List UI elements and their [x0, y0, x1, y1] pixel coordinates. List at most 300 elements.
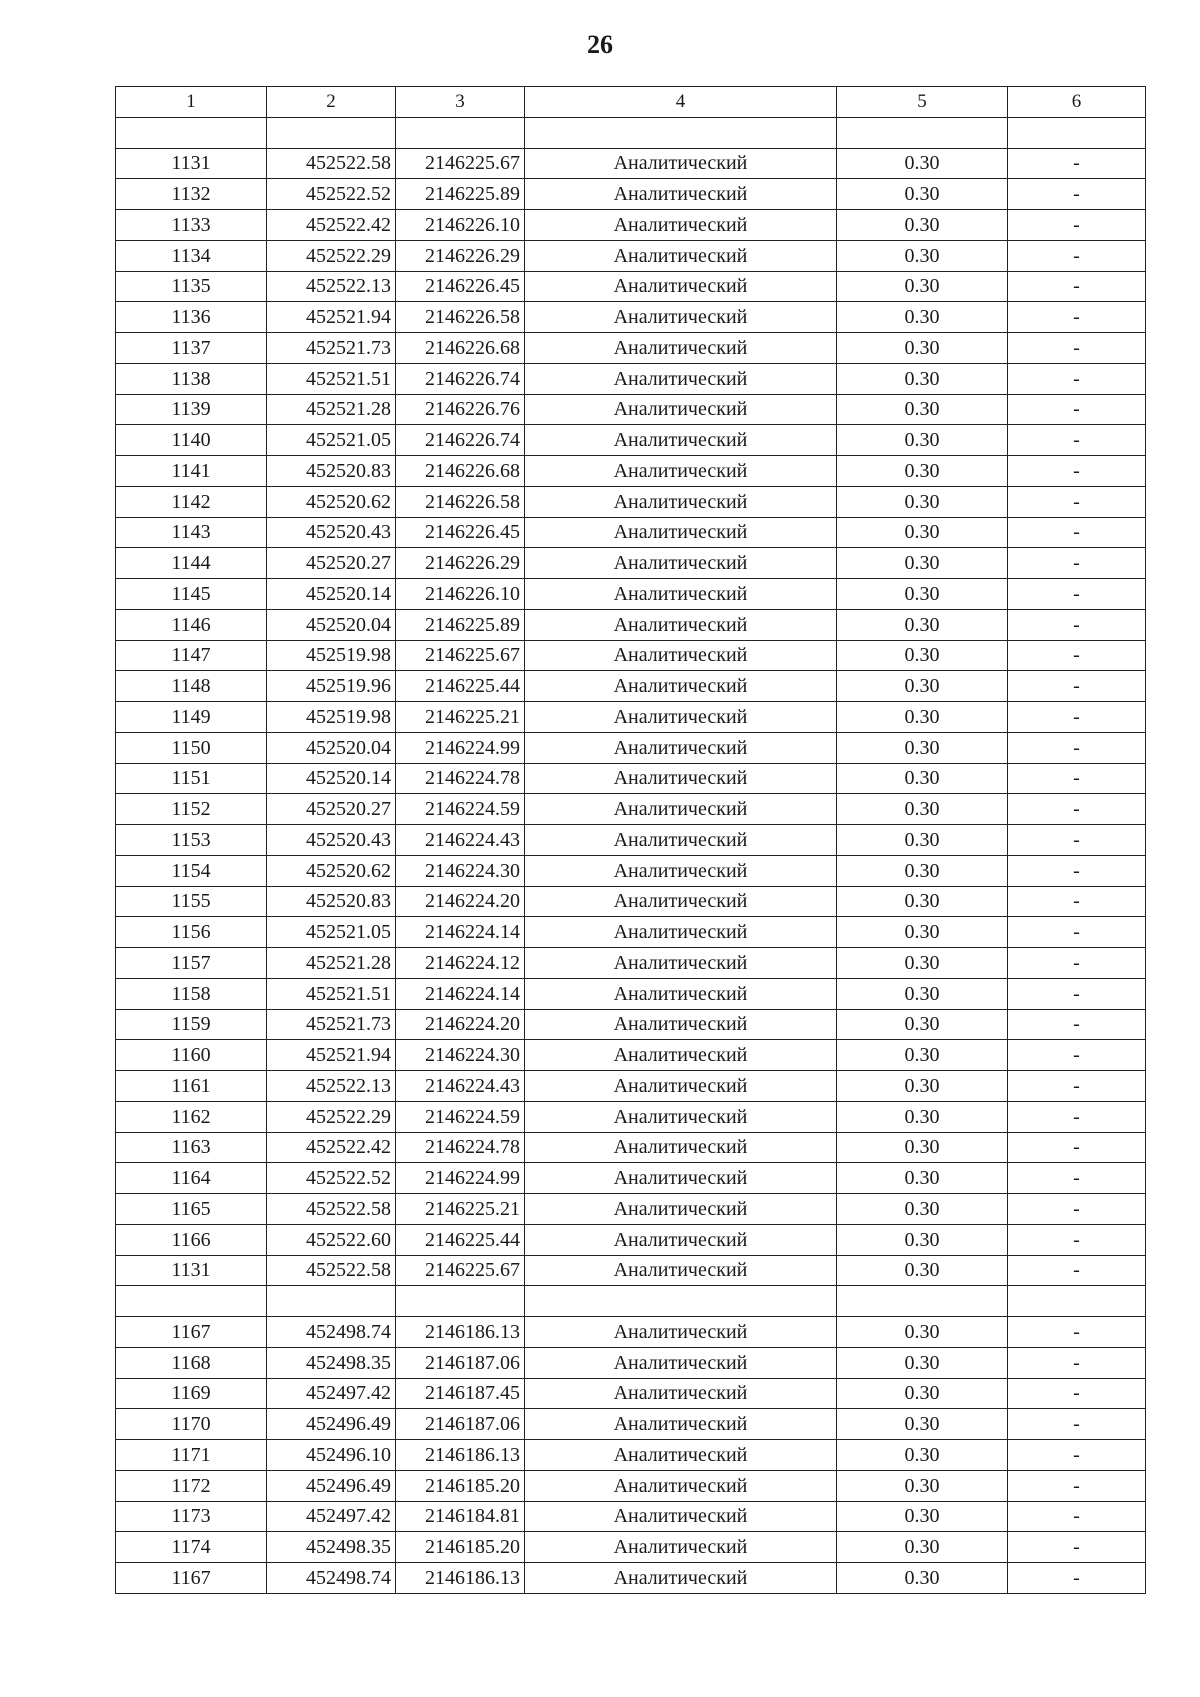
description-cell: - [1008, 825, 1146, 856]
accuracy-cell: 0.30 [837, 1040, 1008, 1071]
x-coordinate-cell: 452520.04 [267, 732, 396, 763]
x-coordinate-cell: 452522.42 [267, 1132, 396, 1163]
table-row [116, 179, 1146, 210]
x-coordinate-cell: 452520.14 [267, 579, 396, 610]
x-coordinate-cell: 452521.94 [267, 302, 396, 333]
empty-cell [396, 1286, 525, 1317]
column-header: 4 [525, 87, 837, 118]
point-number-cell: 1157 [116, 948, 267, 979]
description-cell: - [1008, 333, 1146, 364]
method-cell: Аналитический [525, 1163, 837, 1194]
y-coordinate-cell: 2146225.89 [396, 609, 525, 640]
x-coordinate-cell: 452522.58 [267, 1255, 396, 1286]
x-coordinate-cell: 452522.52 [267, 1163, 396, 1194]
point-number-cell: 1148 [116, 671, 267, 702]
y-coordinate-cell: 2146224.20 [396, 886, 525, 917]
method-cell: Аналитический [525, 1009, 837, 1040]
description-cell: - [1008, 1563, 1146, 1594]
table-row [116, 548, 1146, 579]
table-row [116, 456, 1146, 487]
description-cell: - [1008, 1194, 1146, 1225]
accuracy-cell: 0.30 [837, 702, 1008, 733]
table-row [116, 1501, 1146, 1532]
y-coordinate-cell: 2146224.30 [396, 1040, 525, 1071]
point-number-cell: 1168 [116, 1347, 267, 1378]
x-coordinate-cell: 452522.29 [267, 1101, 396, 1132]
method-cell: Аналитический [525, 825, 837, 856]
table-row [116, 825, 1146, 856]
accuracy-cell: 0.30 [837, 548, 1008, 579]
accuracy-cell: 0.30 [837, 948, 1008, 979]
table-row [116, 1040, 1146, 1071]
table-row [116, 1194, 1146, 1225]
point-number-cell: 1156 [116, 917, 267, 948]
accuracy-cell: 0.30 [837, 1317, 1008, 1348]
table-row [116, 1532, 1146, 1563]
x-coordinate-cell: 452496.10 [267, 1440, 396, 1471]
accuracy-cell: 0.30 [837, 333, 1008, 364]
description-cell: - [1008, 1409, 1146, 1440]
accuracy-cell: 0.30 [837, 1009, 1008, 1040]
point-number-cell: 1169 [116, 1378, 267, 1409]
column-header: 1 [116, 87, 267, 118]
accuracy-cell: 0.30 [837, 302, 1008, 333]
x-coordinate-cell: 452522.52 [267, 179, 396, 210]
x-coordinate-cell: 452521.28 [267, 394, 396, 425]
empty-cell [525, 1286, 837, 1317]
empty-cell [396, 117, 525, 148]
accuracy-cell: 0.30 [837, 1132, 1008, 1163]
y-coordinate-cell: 2146226.10 [396, 579, 525, 610]
description-cell: - [1008, 579, 1146, 610]
empty-cell [525, 117, 837, 148]
x-coordinate-cell: 452521.51 [267, 978, 396, 1009]
table-row [116, 1009, 1146, 1040]
point-number-cell: 1134 [116, 240, 267, 271]
point-number-cell: 1138 [116, 363, 267, 394]
y-coordinate-cell: 2146226.29 [396, 240, 525, 271]
table-body [116, 87, 1146, 1594]
table-row [116, 886, 1146, 917]
x-coordinate-cell: 452520.04 [267, 609, 396, 640]
accuracy-cell: 0.30 [837, 425, 1008, 456]
accuracy-cell: 0.30 [837, 517, 1008, 548]
accuracy-cell: 0.30 [837, 640, 1008, 671]
table-row [116, 1163, 1146, 1194]
accuracy-cell: 0.30 [837, 1532, 1008, 1563]
accuracy-cell: 0.30 [837, 825, 1008, 856]
method-cell: Аналитический [525, 1040, 837, 1071]
point-number-cell: 1166 [116, 1224, 267, 1255]
x-coordinate-cell: 452520.62 [267, 486, 396, 517]
description-cell: - [1008, 548, 1146, 579]
point-number-cell: 1136 [116, 302, 267, 333]
empty-cell [116, 1286, 267, 1317]
method-cell: Аналитический [525, 1409, 837, 1440]
accuracy-cell: 0.30 [837, 1101, 1008, 1132]
description-cell: - [1008, 179, 1146, 210]
y-coordinate-cell: 2146225.21 [396, 1194, 525, 1225]
column-header: 2 [267, 87, 396, 118]
empty-cell [1008, 1286, 1146, 1317]
description-cell: - [1008, 240, 1146, 271]
x-coordinate-cell: 452498.35 [267, 1532, 396, 1563]
y-coordinate-cell: 2146185.20 [396, 1470, 525, 1501]
description-cell: - [1008, 425, 1146, 456]
y-coordinate-cell: 2146225.21 [396, 702, 525, 733]
table-row [116, 1563, 1146, 1594]
table-row [116, 425, 1146, 456]
point-number-cell: 1145 [116, 579, 267, 610]
table-row [116, 732, 1146, 763]
table-row [116, 1255, 1146, 1286]
x-coordinate-cell: 452520.27 [267, 794, 396, 825]
point-number-cell: 1161 [116, 1071, 267, 1102]
method-cell: Аналитический [525, 333, 837, 364]
description-cell: - [1008, 302, 1146, 333]
x-coordinate-cell: 452521.05 [267, 425, 396, 456]
table-row [116, 394, 1146, 425]
method-cell: Аналитический [525, 855, 837, 886]
y-coordinate-cell: 2146224.78 [396, 1132, 525, 1163]
accuracy-cell: 0.30 [837, 1409, 1008, 1440]
accuracy-cell: 0.30 [837, 1163, 1008, 1194]
method-cell: Аналитический [525, 1317, 837, 1348]
point-number-cell: 1139 [116, 394, 267, 425]
accuracy-cell: 0.30 [837, 456, 1008, 487]
x-coordinate-cell: 452497.42 [267, 1501, 396, 1532]
description-cell: - [1008, 1224, 1146, 1255]
table-row [116, 1470, 1146, 1501]
table-row [116, 486, 1146, 517]
point-number-cell: 1141 [116, 456, 267, 487]
method-cell: Аналитический [525, 1440, 837, 1471]
x-coordinate-cell: 452522.58 [267, 148, 396, 179]
empty-cell [1008, 117, 1146, 148]
accuracy-cell: 0.30 [837, 671, 1008, 702]
column-header: 5 [837, 87, 1008, 118]
method-cell: Аналитический [525, 1255, 837, 1286]
y-coordinate-cell: 2146226.29 [396, 548, 525, 579]
table-row [116, 1132, 1146, 1163]
y-coordinate-cell: 2146226.68 [396, 456, 525, 487]
method-cell: Аналитический [525, 1101, 837, 1132]
y-coordinate-cell: 2146224.59 [396, 794, 525, 825]
x-coordinate-cell: 452522.29 [267, 240, 396, 271]
column-header: 3 [396, 87, 525, 118]
table-row [116, 210, 1146, 241]
table-row [116, 640, 1146, 671]
table-row [116, 794, 1146, 825]
method-cell: Аналитический [525, 609, 837, 640]
y-coordinate-cell: 2146225.89 [396, 179, 525, 210]
y-coordinate-cell: 2146226.58 [396, 486, 525, 517]
method-cell: Аналитический [525, 640, 837, 671]
description-cell: - [1008, 486, 1146, 517]
point-number-cell: 1135 [116, 271, 267, 302]
method-cell: Аналитический [525, 579, 837, 610]
table-row [116, 917, 1146, 948]
description-cell: - [1008, 886, 1146, 917]
group-separator-row [116, 117, 1146, 148]
x-coordinate-cell: 452520.43 [267, 517, 396, 548]
point-number-cell: 1172 [116, 1470, 267, 1501]
accuracy-cell: 0.30 [837, 1501, 1008, 1532]
method-cell: Аналитический [525, 456, 837, 487]
description-cell: - [1008, 271, 1146, 302]
description-cell: - [1008, 855, 1146, 886]
y-coordinate-cell: 2146184.81 [396, 1501, 525, 1532]
accuracy-cell: 0.30 [837, 1194, 1008, 1225]
point-number-cell: 1164 [116, 1163, 267, 1194]
table-row [116, 363, 1146, 394]
method-cell: Аналитический [525, 302, 837, 333]
accuracy-cell: 0.30 [837, 271, 1008, 302]
y-coordinate-cell: 2146226.10 [396, 210, 525, 241]
description-cell: - [1008, 1163, 1146, 1194]
table-row [116, 1317, 1146, 1348]
y-coordinate-cell: 2146224.30 [396, 855, 525, 886]
method-cell: Аналитический [525, 179, 837, 210]
table-row [116, 1224, 1146, 1255]
point-number-cell: 1159 [116, 1009, 267, 1040]
description-cell: - [1008, 148, 1146, 179]
x-coordinate-cell: 452522.58 [267, 1194, 396, 1225]
description-cell: - [1008, 794, 1146, 825]
y-coordinate-cell: 2146224.14 [396, 978, 525, 1009]
table-row [116, 517, 1146, 548]
table-row [116, 1071, 1146, 1102]
y-coordinate-cell: 2146224.14 [396, 917, 525, 948]
description-cell: - [1008, 1071, 1146, 1102]
accuracy-cell: 0.30 [837, 486, 1008, 517]
point-number-cell: 1174 [116, 1532, 267, 1563]
method-cell: Аналитический [525, 671, 837, 702]
y-coordinate-cell: 2146224.12 [396, 948, 525, 979]
point-number-cell: 1147 [116, 640, 267, 671]
x-coordinate-cell: 452496.49 [267, 1409, 396, 1440]
y-coordinate-cell: 2146224.78 [396, 763, 525, 794]
method-cell: Аналитический [525, 1532, 837, 1563]
y-coordinate-cell: 2146226.45 [396, 271, 525, 302]
x-coordinate-cell: 452496.49 [267, 1470, 396, 1501]
method-cell: Аналитический [525, 425, 837, 456]
description-cell: - [1008, 210, 1146, 241]
point-number-cell: 1132 [116, 179, 267, 210]
y-coordinate-cell: 2146186.13 [396, 1440, 525, 1471]
table-row [116, 1378, 1146, 1409]
description-cell: - [1008, 394, 1146, 425]
page-number: 26 [587, 30, 613, 59]
accuracy-cell: 0.30 [837, 794, 1008, 825]
method-cell: Аналитический [525, 1378, 837, 1409]
description-cell: - [1008, 363, 1146, 394]
y-coordinate-cell: 2146226.76 [396, 394, 525, 425]
description-cell: - [1008, 1101, 1146, 1132]
y-coordinate-cell: 2146225.44 [396, 671, 525, 702]
y-coordinate-cell: 2146185.20 [396, 1532, 525, 1563]
y-coordinate-cell: 2146225.44 [396, 1224, 525, 1255]
description-cell: - [1008, 517, 1146, 548]
x-coordinate-cell: 452521.51 [267, 363, 396, 394]
method-cell: Аналитический [525, 948, 837, 979]
table-row [116, 1440, 1146, 1471]
x-coordinate-cell: 452520.27 [267, 548, 396, 579]
y-coordinate-cell: 2146225.67 [396, 148, 525, 179]
x-coordinate-cell: 452521.05 [267, 917, 396, 948]
x-coordinate-cell: 452521.28 [267, 948, 396, 979]
accuracy-cell: 0.30 [837, 855, 1008, 886]
coordinates-table [115, 86, 1146, 1594]
x-coordinate-cell: 452520.14 [267, 763, 396, 794]
point-number-cell: 1158 [116, 978, 267, 1009]
y-coordinate-cell: 2146224.99 [396, 732, 525, 763]
description-cell: - [1008, 917, 1146, 948]
table-row [116, 333, 1146, 364]
description-cell: - [1008, 1255, 1146, 1286]
point-number-cell: 1152 [116, 794, 267, 825]
method-cell: Аналитический [525, 886, 837, 917]
method-cell: Аналитический [525, 148, 837, 179]
description-cell: - [1008, 609, 1146, 640]
accuracy-cell: 0.30 [837, 732, 1008, 763]
accuracy-cell: 0.30 [837, 179, 1008, 210]
point-number-cell: 1151 [116, 763, 267, 794]
point-number-cell: 1146 [116, 609, 267, 640]
x-coordinate-cell: 452520.83 [267, 456, 396, 487]
accuracy-cell: 0.30 [837, 917, 1008, 948]
method-cell: Аналитический [525, 978, 837, 1009]
method-cell: Аналитический [525, 1132, 837, 1163]
y-coordinate-cell: 2146224.43 [396, 825, 525, 856]
method-cell: Аналитический [525, 1470, 837, 1501]
description-cell: - [1008, 671, 1146, 702]
x-coordinate-cell: 452497.42 [267, 1378, 396, 1409]
description-cell: - [1008, 978, 1146, 1009]
method-cell: Аналитический [525, 240, 837, 271]
point-number-cell: 1133 [116, 210, 267, 241]
description-cell: - [1008, 1132, 1146, 1163]
description-cell: - [1008, 640, 1146, 671]
method-cell: Аналитический [525, 794, 837, 825]
point-number-cell: 1153 [116, 825, 267, 856]
table-row [116, 855, 1146, 886]
point-number-cell: 1155 [116, 886, 267, 917]
method-cell: Аналитический [525, 486, 837, 517]
table-row [116, 978, 1146, 1009]
accuracy-cell: 0.30 [837, 763, 1008, 794]
accuracy-cell: 0.30 [837, 210, 1008, 241]
point-number-cell: 1131 [116, 148, 267, 179]
table-row [116, 1409, 1146, 1440]
y-coordinate-cell: 2146224.43 [396, 1071, 525, 1102]
method-cell: Аналитический [525, 1563, 837, 1594]
accuracy-cell: 0.30 [837, 1071, 1008, 1102]
method-cell: Аналитический [525, 1224, 837, 1255]
table-row [116, 1101, 1146, 1132]
point-number-cell: 1167 [116, 1563, 267, 1594]
x-coordinate-cell: 452522.13 [267, 1071, 396, 1102]
x-coordinate-cell: 452498.74 [267, 1317, 396, 1348]
x-coordinate-cell: 452519.98 [267, 702, 396, 733]
description-cell: - [1008, 1347, 1146, 1378]
y-coordinate-cell: 2146225.67 [396, 1255, 525, 1286]
point-number-cell: 1154 [116, 855, 267, 886]
x-coordinate-cell: 452521.94 [267, 1040, 396, 1071]
empty-cell [837, 1286, 1008, 1317]
x-coordinate-cell: 452520.83 [267, 886, 396, 917]
header-row [116, 87, 1146, 118]
point-number-cell: 1165 [116, 1194, 267, 1225]
y-coordinate-cell: 2146226.74 [396, 425, 525, 456]
empty-cell [116, 117, 267, 148]
description-cell: - [1008, 702, 1146, 733]
y-coordinate-cell: 2146226.58 [396, 302, 525, 333]
table-row [116, 702, 1146, 733]
y-coordinate-cell: 2146186.13 [396, 1563, 525, 1594]
x-coordinate-cell: 452522.42 [267, 210, 396, 241]
x-coordinate-cell: 452521.73 [267, 333, 396, 364]
x-coordinate-cell: 452520.43 [267, 825, 396, 856]
y-coordinate-cell: 2146226.74 [396, 363, 525, 394]
table-row [116, 302, 1146, 333]
method-cell: Аналитический [525, 548, 837, 579]
y-coordinate-cell: 2146225.67 [396, 640, 525, 671]
table-row [116, 671, 1146, 702]
y-coordinate-cell: 2146186.13 [396, 1317, 525, 1348]
accuracy-cell: 0.30 [837, 1470, 1008, 1501]
accuracy-cell: 0.30 [837, 1440, 1008, 1471]
method-cell: Аналитический [525, 517, 837, 548]
x-coordinate-cell: 452521.73 [267, 1009, 396, 1040]
y-coordinate-cell: 2146226.68 [396, 333, 525, 364]
y-coordinate-cell: 2146226.45 [396, 517, 525, 548]
accuracy-cell: 0.30 [837, 1378, 1008, 1409]
point-number-cell: 1140 [116, 425, 267, 456]
group-separator-row [116, 1286, 1146, 1317]
description-cell: - [1008, 763, 1146, 794]
point-number-cell: 1167 [116, 1317, 267, 1348]
description-cell: - [1008, 1317, 1146, 1348]
accuracy-cell: 0.30 [837, 1255, 1008, 1286]
empty-cell [837, 117, 1008, 148]
point-number-cell: 1131 [116, 1255, 267, 1286]
point-number-cell: 1160 [116, 1040, 267, 1071]
x-coordinate-cell: 452519.98 [267, 640, 396, 671]
description-cell: - [1008, 1470, 1146, 1501]
point-number-cell: 1143 [116, 517, 267, 548]
accuracy-cell: 0.30 [837, 1224, 1008, 1255]
y-coordinate-cell: 2146187.06 [396, 1347, 525, 1378]
method-cell: Аналитический [525, 917, 837, 948]
description-cell: - [1008, 732, 1146, 763]
accuracy-cell: 0.30 [837, 579, 1008, 610]
point-number-cell: 1144 [116, 548, 267, 579]
x-coordinate-cell: 452519.96 [267, 671, 396, 702]
table-row [116, 271, 1146, 302]
method-cell: Аналитический [525, 1501, 837, 1532]
x-coordinate-cell: 452522.13 [267, 271, 396, 302]
method-cell: Аналитический [525, 1194, 837, 1225]
column-header: 6 [1008, 87, 1146, 118]
empty-cell [267, 1286, 396, 1317]
point-number-cell: 1173 [116, 1501, 267, 1532]
x-coordinate-cell: 452522.60 [267, 1224, 396, 1255]
point-number-cell: 1171 [116, 1440, 267, 1471]
accuracy-cell: 0.30 [837, 609, 1008, 640]
y-coordinate-cell: 2146224.59 [396, 1101, 525, 1132]
point-number-cell: 1163 [116, 1132, 267, 1163]
